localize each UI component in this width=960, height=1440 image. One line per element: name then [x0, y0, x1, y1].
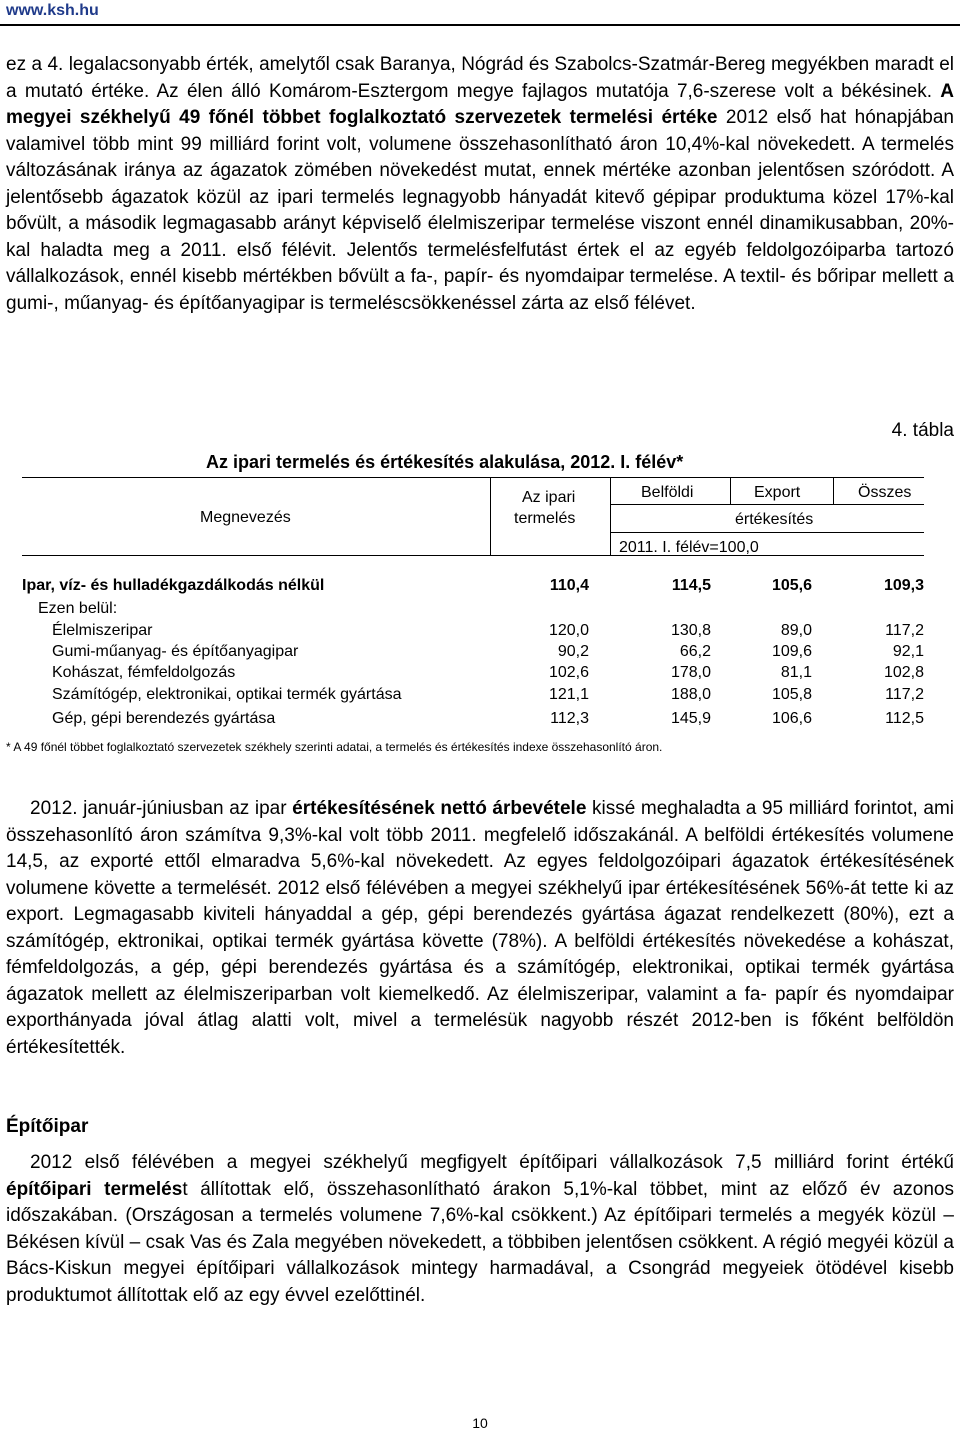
header-total: Összes: [858, 484, 912, 501]
table-header-rule: [22, 555, 924, 556]
cell-production: 121,1: [548, 686, 589, 703]
cell-total: 117,2: [885, 686, 924, 703]
cell-total: 102,8: [883, 664, 924, 681]
cell-total: 112,5: [885, 710, 924, 727]
paragraph-text: 2012. január-júniusban az ipar: [30, 798, 293, 819]
header-name: Megnevezés: [200, 509, 291, 526]
paragraph-text: t állítottak elő, összehasonlítható árakon 5,1%-kal többet, mint az előző év azonos időszakában. (Országosan a termelés volumene 7,6%-kal csökkent.) Az építőipari termelés a megyék közül – Békésen kívül – csak Vas és Zala megyében növekedett, a többiben jelentősen csökkent. A régió megyéi közül a Bács-Kiskun megyei építőipari vállalkozások mintegy harmadával, a Csongrád megyeiek ötödével kisebb produktumot állítottak elő az egy évvel ezelőttinél.: [6, 1178, 954, 1306]
cell-domestic: 66,2: [679, 643, 711, 660]
section-heading: Építőipar: [6, 1116, 89, 1137]
cell-export: 81,1: [780, 664, 812, 681]
row-name: Gumi-műanyag- és építőanyagipar: [52, 643, 299, 660]
table-row: [0, 598, 960, 619]
table-footnote: * A 49 főnél többet foglalkoztató szervezetek székhely szerinti adatai, a termelés és értékesítés indexe összehasonlító áron.: [6, 740, 663, 754]
cell-production: 90,2: [557, 643, 589, 660]
cell-export: 105,8: [771, 686, 812, 703]
table-row: [0, 575, 960, 596]
paragraph-text: kissé meghaladta a 95 milliárd forintot, ami összehasonlító áron számítva 9,3%-kal volt több 2011. megfelelő időszakánál. A belföldi értékesítés volumene 14,5, az exporté ettől elmaradva 5,6%-kal növekedett. Az egyes feldolgozóipari ágazatok értékesítésének volumene követte a termelését. 2012 első félévében a megyei székhelyű ipar értékesítésének 56%-át tette ki az export. Legmagasabb kiviteli hányaddal a gép, gépi berendezés gyártása ágazat rendelkezett (80%), ezt a számítógép, ektronikai, optikai termék gyártása követte (78%). A belföldi értékesítés növekedése a kohászat, fémfeldolgozás, a gép, gépi berendezés gyártása és a számítógép, elektronikai, optikai termék gyártása ágazatok mellett az élelmiszeriparban volt kiemelkedő. Az élelmiszeripar, valamint a fa- papír és nyomdaipar exporthányada jóval átlag alatti volt, mivel a termelésük nagyobb részét 2012-ben is főként belföldön értékesítették.: [6, 798, 954, 1058]
page-number: 10: [472, 1415, 488, 1431]
cell-production: 110,4: [549, 577, 589, 594]
cell-production: 112,3: [550, 710, 589, 727]
cell-production: 120,0: [548, 622, 589, 639]
paragraph-bold-text: A megyei székhelyű 49 főnél többet foglalkoztató szervezetek termelési értéke: [6, 80, 954, 128]
cell-domestic: 145,9: [670, 710, 711, 727]
cell-domestic: 114,5: [671, 577, 711, 594]
paragraph-text: 2012 első félévében a megyei székhelyű megfigyelt építőipari vállalkozások 7,5 milliárd forint értékű: [30, 1152, 954, 1173]
row-name: Számítógép, elektronikai, optikai termék gyártása: [52, 686, 402, 703]
cell-export: 89,0: [780, 622, 812, 639]
header-sales: értékesítés: [735, 511, 814, 528]
paragraph-sales: [6, 796, 954, 1061]
paragraph-text: 2012 első hat hónapjában valamivel több mint 99 milliárd forint volt, volumene összehasonlítható áron 10,4%-kal növekedett. A termelés változásának iránya az ágazatok zömében növekedést mutat, ennek mértéke azonban jelentősen szóródott. A jelentősebb ágazatok közül az ipari termelés legnagyobb hányadát kitevő gépipar produktuma közel 17%-kal bővült, a második legmagasabb arányt képviselő élelmiszeripar termelése viszont ennél dinamikusabban, 20%-kal haladta meg a 2011. első félévit. Jelentős termelésfelfutást értek el az egyéb feldolgozóiparba tartozó vállalkozások, ennél kisebb mértékben bővült a fa-, papír- és nyomdaipar termelése. A textil- és bőripar mellett a gumi-, műanyag- és építőanyagipar is termeléscsökkenéssel zárta az első félévet.: [6, 107, 954, 314]
table-row: [0, 708, 960, 729]
header-export: Export: [754, 484, 801, 501]
cell-domestic: 188,0: [670, 686, 711, 703]
header-divider: [0, 24, 960, 26]
header-domestic: Belföldi: [641, 484, 694, 501]
cell-domestic: 178,0: [670, 664, 711, 681]
cell-export: 105,6: [771, 577, 812, 594]
table-row: [0, 662, 960, 683]
paragraph-bold-text: építőipari termelés: [6, 1178, 183, 1200]
row-name: Gép, gépi berendezés gyártása: [52, 710, 276, 727]
paragraph-text: ez a 4. legalacsonyabb érték, amelytől csak Baranya, Nógrád és Szabolcs-Szatmár-Bereg megyékben maradt el a mutató értéke. Az élen álló Komárom-Esztergom megye fajlagos mutatója 7,6-szerese volt a békésinek.: [6, 54, 954, 102]
cell-export: 109,6: [771, 643, 812, 660]
row-name: Ezen belül:: [38, 600, 118, 617]
header-col-divider: [833, 477, 834, 504]
row-name: Kohászat, fémfeldolgozás: [52, 664, 236, 681]
row-name: Ipar, víz- és hulladékgazdálkodás nélkül: [22, 577, 325, 594]
header-col-divider: [610, 477, 611, 555]
cell-domestic: 130,8: [670, 622, 711, 639]
header-production: Az ipari: [522, 489, 576, 506]
table-number: 4. tábla: [891, 420, 954, 441]
table-row: [0, 684, 960, 705]
header-col-divider: [730, 477, 731, 504]
header-base: 2011. I. félév=100,0: [619, 539, 759, 556]
header-col-divider: [490, 477, 491, 555]
site-url[interactable]: www.ksh.hu: [6, 2, 99, 19]
cell-total: 109,3: [883, 577, 924, 594]
cell-total: 92,1: [892, 643, 924, 660]
row-name: Élelmiszeripar: [52, 622, 153, 639]
paragraph-bold-text: értékesítésének nettó árbevétele: [292, 798, 587, 819]
table-row: [0, 641, 960, 662]
table-title: Az ipari termelés és értékesítés alakulása, 2012. I. félév*: [206, 452, 684, 472]
paragraph-construction: [6, 1150, 954, 1309]
cell-total: 117,2: [885, 622, 924, 639]
header-production: termelés: [514, 510, 576, 527]
cell-export: 106,6: [771, 710, 812, 727]
cell-production: 102,6: [548, 664, 589, 681]
header-sub-rule: [610, 532, 924, 533]
table-top-rule: [22, 477, 924, 478]
header-sub-rule: [610, 504, 924, 505]
paragraph-industrial-production: [6, 52, 954, 317]
table-row: [0, 620, 960, 641]
